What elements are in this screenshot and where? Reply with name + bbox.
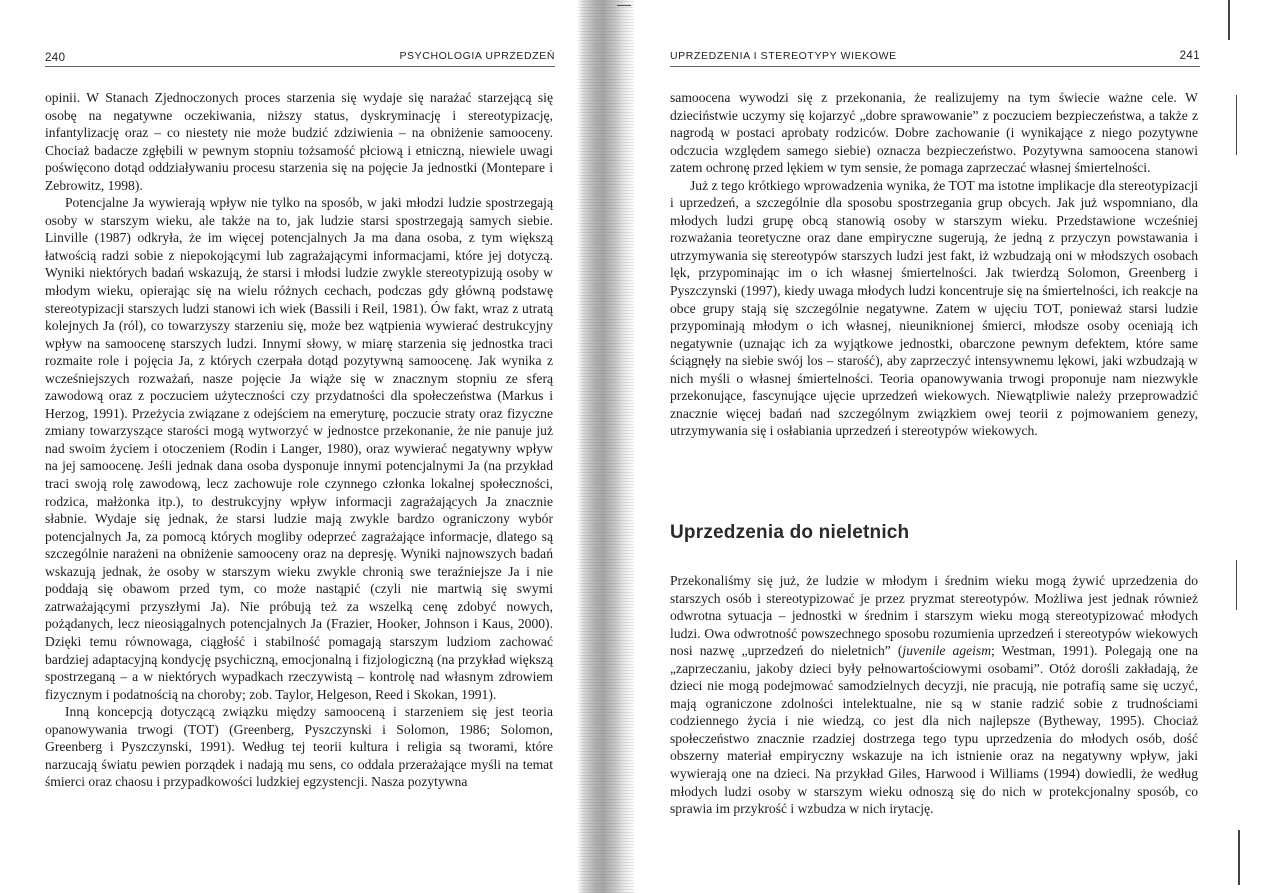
section-body-text [670, 572, 1198, 818]
paragraph: Inną koncepcją dotyczącą związku między samooceną i starzeniem się jest teoria opanowywania trwogi (TOT) (Greenberg, Pyszczynski i Solomon, 1986; Solomon, Greenberg i Pyszczynski, 1991). Według tej teorii kultura i religia są tworami, które narzucają światu pewien porządek i nadają mu sens, co oddala przerażające myśli na temat śmierci oraz chaosu i przypadkowości ludzkiej egzystencji. Nasza pozytywna [45, 704, 553, 790]
left-running-title: PSYCHOLOGIA UPRZEDZEŃ [399, 50, 555, 62]
paragraph: Już z tego krótkiego wprowadzenia wynika, że TOT ma istotne implikacje dla stereotypizacji i uprzedzeń, a szczególnie dla sposobu spostrzegania grup obcych. Jak już wspomniano, dla młodych ludzi grupę obcą stanowią osoby w starszym wieku. Przedstawione wcześniej rozważania teoretyczne oraz dane empiryczne sugerują, że jedną z przyczyn powstawania i utrzymywania się stereotypów starszych ludzi jest fakt, iż wzbudzają oni w młodszych osobach lęk, przypominając im o ich własnej śmiertelności. Jak twierdzą Solomon, Greenberg i Pyszczynski (1997), kiedy uwaga młodych ludzi koncentruje się na śmiertelności, ich reakcje na obce grupy stają się szczególnie negatywne. Zatem w ujęciu TOT, ponieważ starsi ludzie przypominają młodym o ich własnej, nieuniknionej śmierci, młodsze osoby oceniają ich negatywnie (uznając ich za wyjątkowe jednostki, obarczone pewnym defektem, które same ściągnęły na siebie swój los – starość), aby zaprzeczyć intensywnemu lękowi, jaki wzbudzają w nich myśli o własnej śmiertelności. Teoria opanowywania trwogi proponuje nam niezwykle przekonujące, fascynujące ujęcie uprzedzeń wiekowych. Niewątpliwie należy przeprowadzić znacznie więcej badań nad szczególnym związkiem owej teorii z pojmowaniem genezy, utrzymywania się i osłabiania uprzedzeń i stereotypów wiekowych. [670, 177, 1198, 439]
right-running-head [670, 50, 1200, 66]
paragraph: opinii. W Stanach Zjednoczonych proces starzenia się wydaje się narażać starzejącą się osobę na negatywne oczekiwania, niższy status, dyskryminację i stereotypizację, infantylizację oraz – co niestety nie może budzić zdziwienia – na obniżenie samooceny. Chociaż badacze zgłębili w pewnym stopniu tożsamość płciową i etniczną, niewiele uwagi poświęcono dotąd oddziaływaniu procesu starzenia się na pojęcie Ja jednostki (Montepare i Zebrowitz, 1998). [45, 90, 553, 193]
scan-edge-mark [1228, 0, 1230, 40]
paragraph [670, 572, 1198, 818]
book-gutter-shadow [578, 0, 634, 893]
right-page-number: 241 [1179, 50, 1200, 62]
right-body-text [670, 89, 1198, 440]
scan-mark [617, 5, 631, 6]
right-page [630, 0, 1264, 893]
scan-edge-mark [1238, 830, 1240, 885]
paragraph-text: Przekonaliśmy się już, że ludzie w młodym i średnim wieku mogą żywić uprzedzenia do starszych osób i stereotypizować je przez pryzmat stereotypów. Możliwa jest jednak również odwrotna sytuacja – jednostki w średnim i starszym wieku mogą stereotypizować młodych ludzi. Owa odwrotność powszechnego sposobu rozumienia uprzedzeń i stereotypów wiekowych nosi nazwę „uprzedzeń do nieletnich” ( [670, 573, 1198, 659]
paragraph: samoocena wywodzi się z przekonania, że realizujemy na tym świecie ważne cele. W dzieciństwie uczymy się kojarzyć „dobre sprawowanie” z poczuciem bezpieczeństwa, a także z nagrodą w postaci aprobaty rodziców. Dobre zachowanie (i wynikające z niego pozytywne odczucia względem samego siebie) oznacza bezpieczeństwo. Pozytywna samoocena stanowi zatem ochronę przed lękiem w tym sensie, że pomaga zaprzeczać własnej śmiertelności. [670, 90, 1198, 176]
left-running-head [45, 50, 555, 66]
right-running-title: UPRZEDZENIA I STEREOTYPY WIEKOWE [670, 50, 897, 62]
left-page [0, 0, 580, 893]
scan-edge-mark [1236, 95, 1237, 155]
paragraph-text: ; Westman, 1991). Polegają one na „zaprzeczaniu, jakoby dzieci były pełnowartościowymi osobami”. Otóż dorośli zakładają, że dzieci nie mogą podejmować samodzielnych decyzji, nie pracują, nie potrafią same się uczyć, mają ograniczone zdolności intelektualne, nie są w stanie radzić sobie z trudnościami codziennego życia i nie wiedzą, co jest dla nich najlepsze (Bytheway, 1995). Chociaż społeczeństwo znacznie rzadziej dostrzega tego typu uprzedzenia do młodych osób, dość obszerny materiał empiryczny wskazuje na ich istnienie oraz na negatywny wpływ, jaki wywierają one na dzieci. Na przykład Giles, Harwood i Williams (1994) dowiedli, że według młodych ludzi osoby w starszym wieku odnoszą się do nich w protekcjonalny sposób, co sprawia im przykrość i wzbudza w nich irytację. [670, 643, 1199, 817]
foreign-term: juvenile ageism [902, 643, 992, 659]
right-header-rule [670, 66, 1200, 67]
left-page-number: 240 [45, 52, 66, 64]
scan-edge-mark [1236, 560, 1237, 610]
paragraph: Potencjalne Ja wywierają wpływ nie tylko na sposób, w jaki młodzi ludzie spostrzegają osoby w starszym wieku, ale także na to, jak ludzie starsi spostrzegają samych siebie. Linville (1987) odkryła, że im więcej potencjalnych Ja ma dana osoba, z tym większą łatwością radzi sobie z niepokojącymi lub zagrażającymi informacjami, które jej dotyczą. Wyniki niektórych badań wskazują, że starsi i młodsi ludzie zwykle stereotypizują osoby w młodym wieku, opierając się na wielu różnych cechach, podczas gdy główną podstawę stereotypizacji starszych ludzi stanowi ich wiek (Bassili i Reil, 1981). Ów fakt, wraz z utratą kolejnych Ja (ról), co towarzyszy starzeniu się, może bez wątpienia wywierać destrukcyjny wpływ na samoocenę starszych ludzi. Innymi słowy, w miarę starzenia się jednostka traci rozmaite role i pojęcia Ja, z których czerpała dotąd pozytywną samoocenę. Jak wynika z wcześniejszych rozważań, nasze pojęcie Ja wiąże się w znacznym stopniu ze sferą zawodową oraz z poczuciem użyteczności czy przydatności dla społeczeństwa (Markus i Herzog, 1991). Przeżycia związane z odejściem na emeryturę, poczucie straty oraz fizyczne zmiany towarzyszące starości mogą wytworzyć w jednostce przekonanie, że nie panuje już nad swoim życiem i otoczeniem (Rodin i Langer, 1980), oraz wywierać negatywny wpływ na jej samoocenę. Jeśli jednak dana osoba dysponuje innymi potencjalnymi Ja (na przykład traci swoją rolę zawodową, lecz zachowuje role czynnego członka lokalnej społeczności, rodzica, małżonka itp.), to destrukcyjny wpływ informacji zagrażających Ja znacznie słabnie. Wydaje się jednak, że starsi ludzie mają zwykle bardzo ograniczony wybór potencjalnych Ja, za pomocą których mogliby odeprzeć zagrażające informacje, dlatego są szczególnie narażeni na obniżenie samooceny oraz na depresję. Wyniki najnowszych badań wskazują jednak, że osoby w starszym wieku zwykle chronią swe teraźniejsze Ja i nie poddają się obawom przed tym, co może nastąpić (czyli nie martwią się swymi zatrważającymi przyszłymi Ja). Nie próbują też za wszelką cenę zdobyć nowych, pożądanych, lecz nieosiągalnych potencjalnych Ja (Frazier, Hooker, Johnson i Kaus, 2000). Dzięki temu równowaga, ciągłość i stabilność pomagają starszym ludziom zachować bardziej adaptacyjną kondycję psychiczną, emocjonalną i fizjologiczną (na przykład większą spostrzeganą – a w niektórych wypadkach rzeczywistą – kontrolę nad własnym zdrowiem fizycznym i podatnością na choroby; zob. Taylor, Helgeson, Reed i Skokan, 1991). [45, 195, 553, 702]
left-body-text [45, 89, 553, 791]
left-header-rule [45, 66, 555, 67]
section-heading: Uprzedzenia do nieletnich [670, 522, 910, 543]
